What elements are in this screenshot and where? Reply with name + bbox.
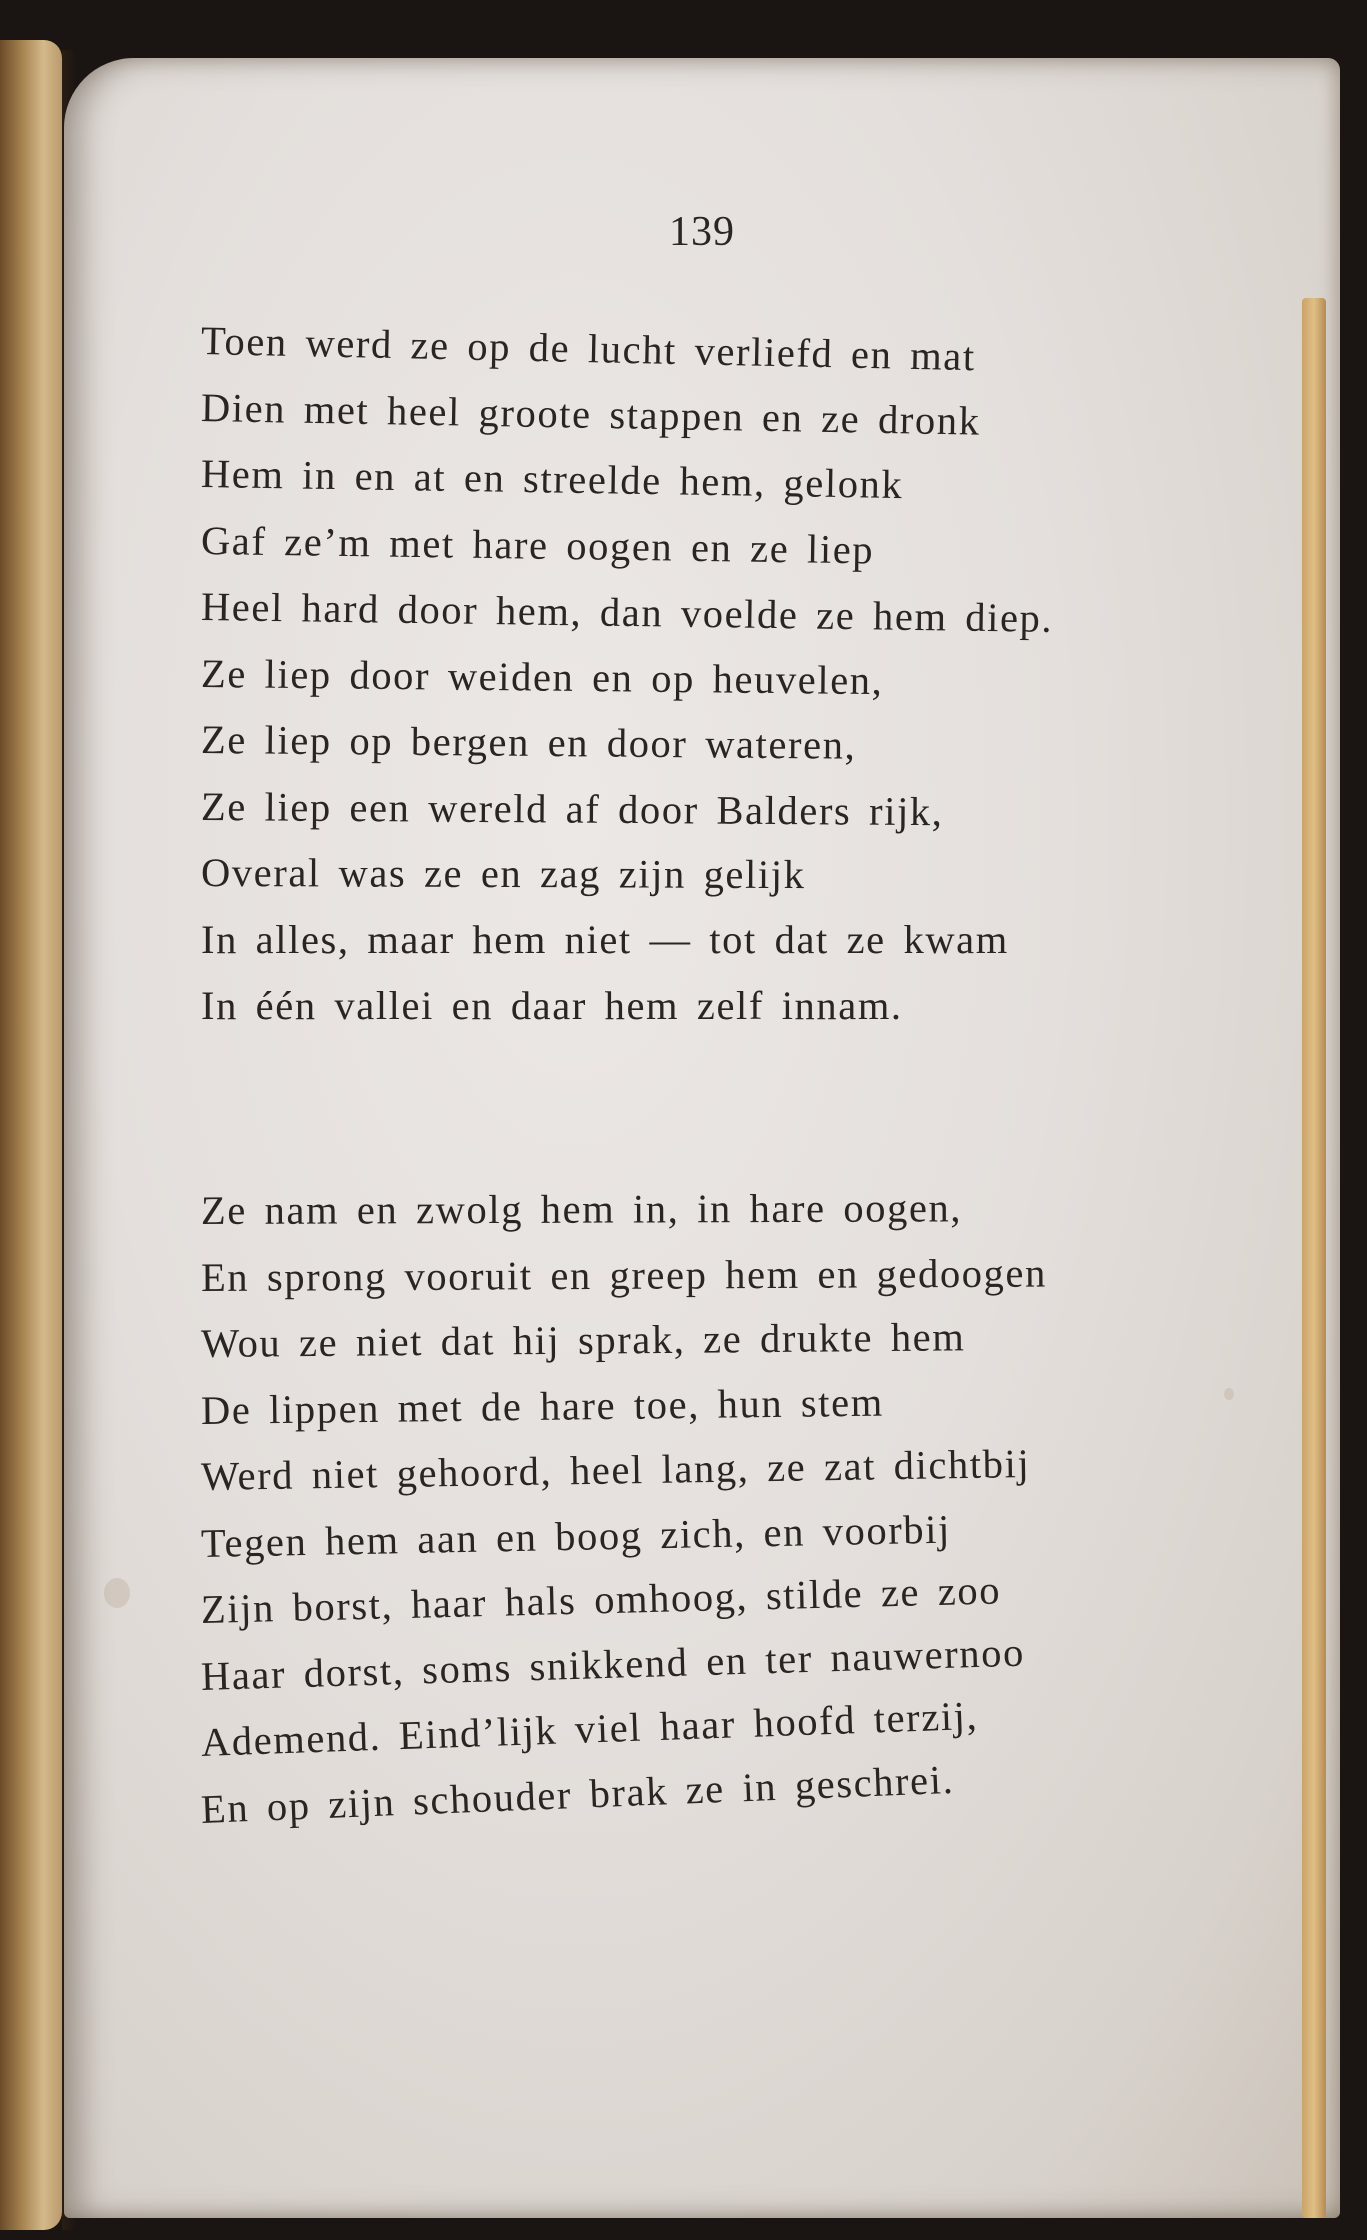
verse-line: Heel hard door hem, dan voelde ze hem diep. [200, 584, 1054, 641]
verse-line: Gaf ze’m met hare oogen en ze liep [200, 517, 875, 572]
stanza-2 [201, 1178, 1047, 1843]
verse-line: Dien met heel groote stappen en ze dronk [200, 384, 981, 444]
verse-line: Zijn borst, haar hals omhoog, stilde ze zoo [200, 1567, 1002, 1632]
verse-line: Wou ze niet dat hij sprak, ze drukte hem [200, 1314, 966, 1366]
verse-line: Ze liep door weiden en op heuvelen, [200, 650, 884, 703]
verse-line: In één vallei en daar hem zelf innam. [201, 983, 903, 1028]
verse-line: Hem in en at en streelde hem, gelonk [200, 451, 904, 508]
verse-line: Werd niet gehoord, heel lang, ze zat dichtbij [200, 1440, 1031, 1499]
verse-line: En sprong vooruit en greep hem en gedoogen [200, 1250, 1047, 1300]
verse-line: In alles, maar hem niet — tot dat ze kwam [201, 916, 1009, 962]
page-block-edge [1302, 298, 1326, 2218]
paper-stain [104, 1578, 130, 1608]
page-number: 139 [669, 209, 735, 255]
stanza-1 [201, 308, 1053, 1040]
facing-page-edge [0, 40, 62, 2230]
verse-line: De lippen met de hare toe, hun stem [200, 1379, 885, 1433]
verse-line: Ze liep op bergen en door wateren, [200, 717, 857, 768]
verse-line: En op zijn schouder brak ze in geschrei. [200, 1756, 956, 1832]
verse-line: Ze nam en zwolg hem in, in hare oogen, [200, 1185, 963, 1233]
verse-line: Ademend. Eind’lijk viel haar hoofd terzij, [200, 1692, 979, 1765]
verse-line: Overal was ze en zag zijn gelijk [200, 850, 806, 898]
verse-line: Haar dorst, soms snikkend en ter nauwernoo [200, 1629, 1026, 1699]
book-page [64, 58, 1340, 2218]
verse-line: Toen werd ze op de lucht verliefd en mat [200, 318, 977, 380]
paper-stain [1224, 1388, 1234, 1400]
verse-line: Ze liep een wereld af door Balders rijk, [200, 783, 944, 834]
verse-line: Tegen hem aan en boog zich, en voorbij [200, 1506, 952, 1566]
